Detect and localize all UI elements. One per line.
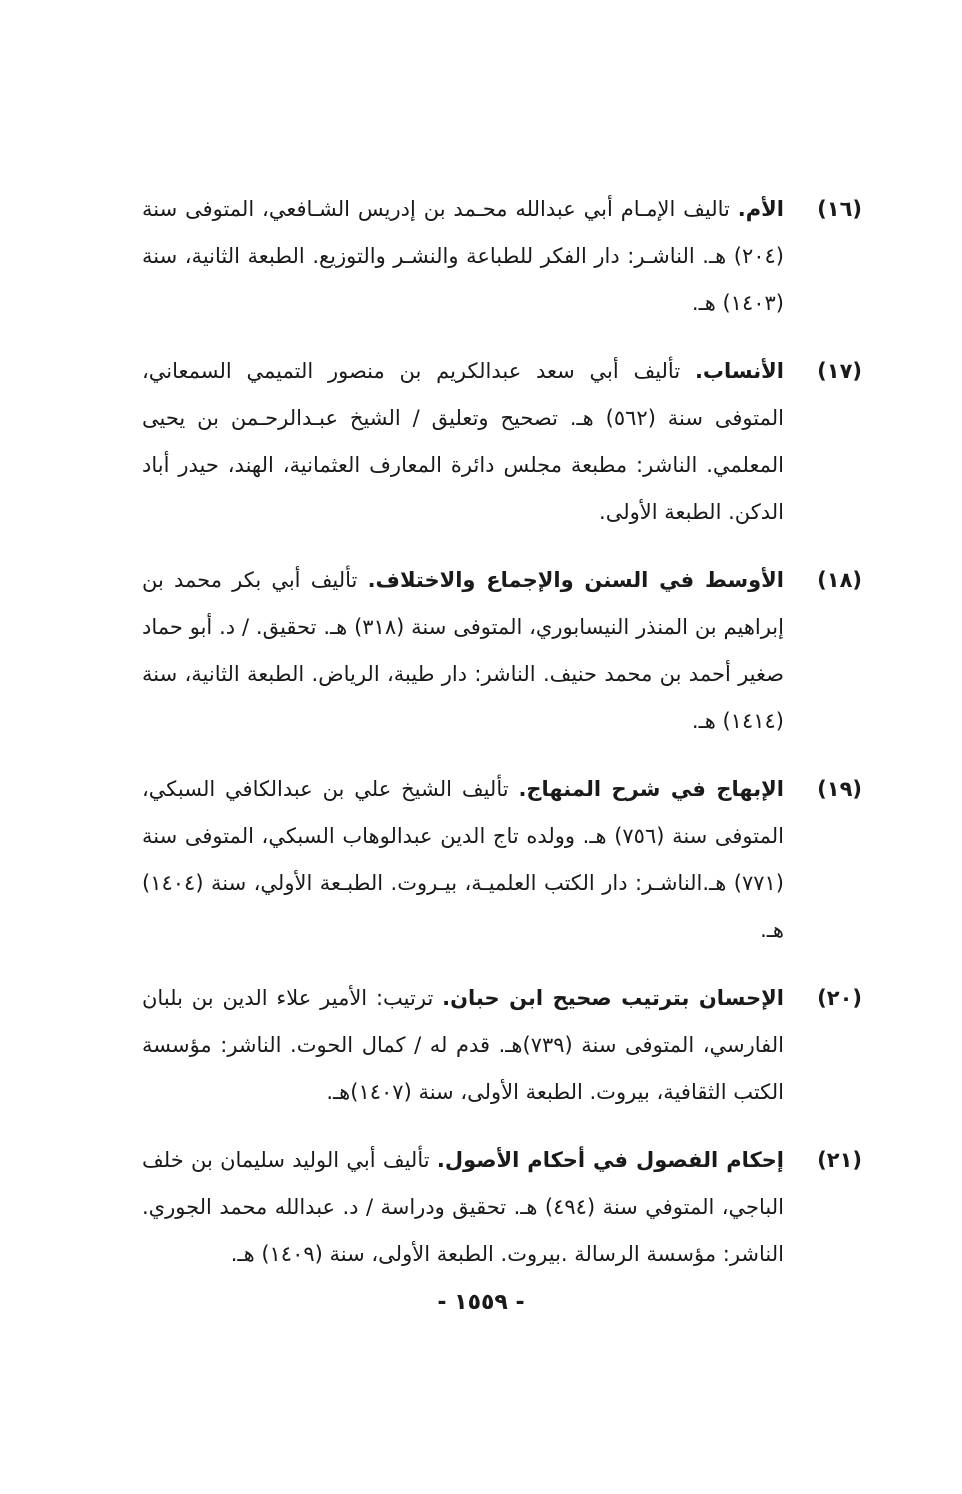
reference-entry-21: [142, 1137, 862, 1278]
page-number: - ١٥٥٩ -: [437, 1290, 525, 1315]
reference-entry-19: [142, 766, 862, 954]
entry-number: (١٩): [817, 777, 862, 801]
reference-entry-16: [142, 186, 862, 327]
reference-entry-17: [142, 348, 862, 536]
entry-title: الأم.: [737, 197, 784, 221]
entry-number: (١٨): [817, 568, 862, 592]
entry-title: الإحسان بترتيب صحيح ابن حبان.: [442, 986, 785, 1010]
entry-number: (٢١): [817, 1148, 862, 1172]
entry-number: (٢٠): [817, 986, 862, 1010]
entry-number: (١٧): [817, 359, 862, 383]
entry-title: إحكام الفصول في أحكام الأصول.: [436, 1148, 785, 1172]
references-list: [142, 186, 862, 1299]
entry-text: ترتيب: الأمير علاء الدين بن بلبان الفارسي، المتوفى سنة (٧٣٩)هـ. قدم له / كمال الحوت. الناشر: مؤسسة الكتب الثقافية، بيروت. الطبعة الأولى، سنة (١٤٠٧)هـ.: [142, 986, 785, 1104]
entry-text: تاليف الإمـام أبي عبدالله محـمد بن إدريس الشـافعي، المتوفى سنة (٢٠٤) هـ. الناشـر: دار الفكر للطباعة والنشـر والتوزيع. الطبعة الثانية، سنة (١٤٠٣) هـ.: [142, 197, 784, 315]
reference-entry-20: [142, 975, 862, 1116]
entry-text: تأليف الشيخ علي بن عبدالكافي السبكي، المتوفى سنة (٧٥٦) هـ. وولده تاج الدين عبدالوهاب السبكي، المتوفى سنة (٧٧١) هـ.الناشـر: دار الكتب العلميـة، بيـروت. الطبـعة الأولي، سنة (١٤٠٤) هـ.: [142, 777, 784, 942]
entry-text: تأليف أبي بكر محمد بن إبراهيم بن المنذر النيسابوري، المتوفى سنة (٣١٨) هـ. تحقيق. / د. أبو حماد صغير أحمد بن محمد حنيف. الناشر: دار طيبة، الرياض. الطبعة الثانية، سنة (١٤١٤) هـ.: [142, 568, 784, 733]
entry-number: (١٦): [817, 197, 862, 221]
entry-title: الإبهاج في شرح المنهاج.: [518, 777, 784, 801]
reference-entry-18: [142, 557, 862, 745]
entry-title: الأنساب.: [694, 359, 784, 383]
entry-title: الأوسط في السنن والإجماع والاختلاف.: [367, 568, 784, 592]
entry-text: تأليف أبي سعد عبدالكريم بن منصور التميمي السمعاني، المتوفى سنة (٥٦٢) هـ. تصحيح وتعليق / الشيخ عبـدالرحـمن بن يحيى المعلمي. الناشر: مطبعة مجلس دائرة المعارف العثمانية، الهند، حيدر أباد الدكن. الطبعة الأولى.: [142, 359, 784, 524]
entry-text: تأليف أبي الوليد سليمان بن خلف الباجي، المتوفي سنة (٤٩٤) هـ. تحقيق ودراسة / د. عبدالله محمد الجوري. الناشر: مؤسسة الرسالة .بيروت. الطبعة الأولى، سنة (١٤٠٩) هـ.: [142, 1148, 784, 1266]
